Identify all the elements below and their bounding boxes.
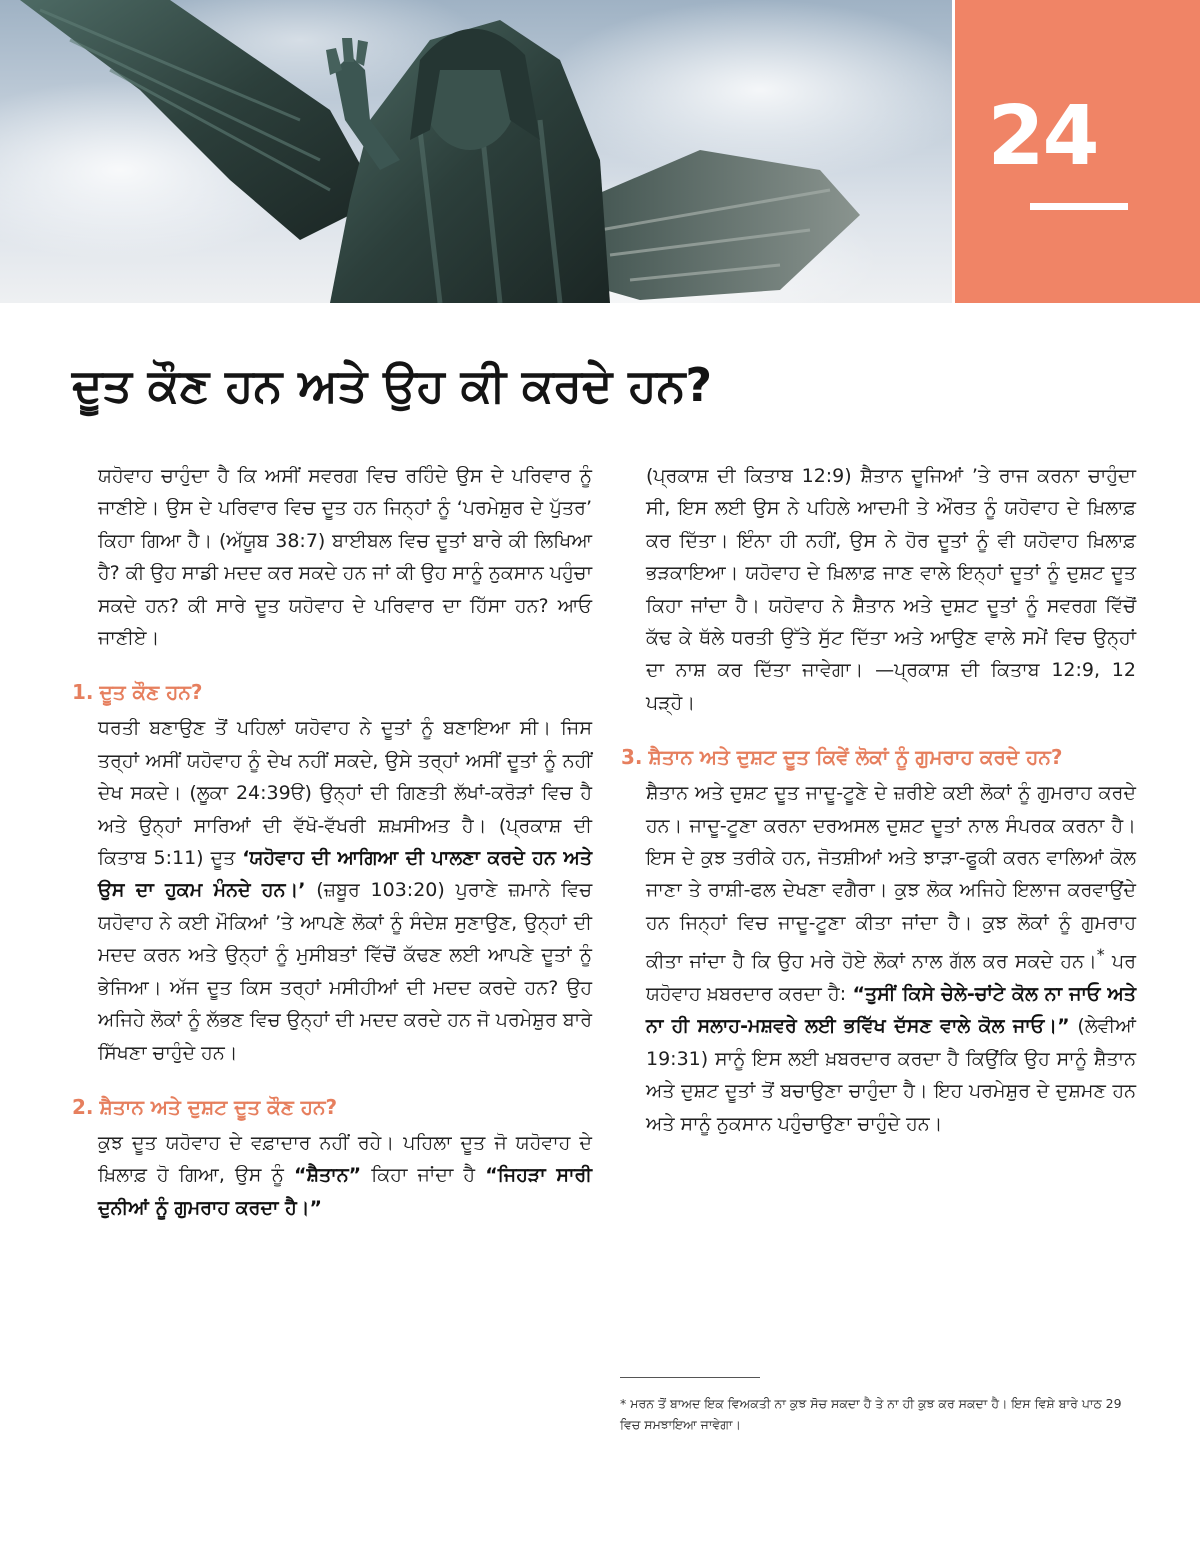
- section-3-quote: “ਤੁਸੀਂ ਕਿਸੇ ਚੇਲੇ-ਚਾਂਟੇ ਕੋਲ ਨਾ ਜਾਓ ਅਤੇ ਨਾ ਹੀ ਸਲਾਹ-ਮਸ਼ਵਰੇ ਲਈ ਭਵਿੱਖ ਦੱਸਣ ਵਾਲੇ ਕੋਲ ਜਾਓ।”: [646, 983, 1136, 1038]
- lesson-number-badge: [955, 0, 1200, 303]
- section-3-paragraph: [646, 777, 1136, 1140]
- footnote-divider: [620, 1377, 760, 1378]
- footnote-marker[interactable]: *: [1096, 945, 1105, 965]
- lesson-number: 24: [987, 89, 1098, 184]
- right-column: [621, 460, 1137, 1140]
- section-1-title: ਦੂਤ ਕੌਣ ਹਨ?: [99, 680, 203, 705]
- section-3-text-c: (ਲੇਵੀਆਂ 19:31) ਸਾਨੂੰ ਇਸ ਲਈ ਖ਼ਬਰਦਾਰ ਕਰਦਾ ਹੈ ਕਿਉਂਕਿ ਉਹ ਸਾਨੂੰ ਸ਼ੈਤਾਨ ਅਤੇ ਦੁਸ਼ਟ ਦੂਤਾਂ ਤੋਂ ਬਚਾਉਣਾ ਚਾਹੁੰਦਾ ਹੈ। ਇਹ ਪਰਮੇਸ਼ੁਰ ਦੇ ਦੁਸ਼ਮਣ ਹਨ ਅਤੇ ਸਾਨੂੰ ਨੁਕਸਾਨ ਪਹੁੰਚਾਉਣਾ ਚਾਹੁੰਦੇ ਹਨ।: [646, 1015, 1137, 1135]
- angel-statue-illustration: [0, 0, 952, 303]
- section-1-paragraph: [98, 712, 592, 1068]
- section-3-text-a: ਸ਼ੈਤਾਨ ਅਤੇ ਦੁਸ਼ਟ ਦੂਤ ਜਾਦੂ-ਟੂਣੇ ਦੇ ਜ਼ਰੀਏ ਕਈ ਲੋਕਾਂ ਨੂੰ ਗੁਮਰਾਹ ਕਰਦੇ ਹਨ। ਜਾਦੂ-ਟੂਣਾ ਕਰਨਾ ਦਰਅਸਲ ਦੁਸ਼ਟ ਦੂਤਾਂ ਨਾਲ ਸੰਪਰਕ ਕਰਨਾ ਹੈ। ਇਸ ਦੇ ਕੁਝ ਤਰੀਕੇ ਹਨ, ਜੋਤਸ਼ੀਆਂ ਅਤੇ ਝਾੜਾ-ਫੂਕੀ ਕਰਨ ਵਾਲਿਆਂ ਕੋਲ ਜਾਣਾ ਤੇ ਰਾਸ਼ੀ-ਫਲ ਦੇਖਣਾ ਵਗੈਰਾ। ਕੁਝ ਲੋਕ ਅਜਿਹੇ ਇਲਾਜ ਕਰਵਾਉਂਦੇ ਹਨ ਜਿਨ੍ਹਾਂ ਵਿਚ ਜਾਦੂ-ਟੂਣਾ ਕੀਤਾ ਜਾਂਦਾ ਹੈ। ਕੁਝ ਲੋਕਾਂ ਨੂੰ ਗੁਮਰਾਹ ਕੀਤਾ ਜਾਂਦਾ ਹੈ ਕਿ ਉਹ ਮਰੇ ਹੋਏ ਲੋਕਾਂ ਨਾਲ ਗੱਲ ਕਰ ਸਕਦੇ ਹਨ।: [646, 782, 1136, 973]
- section-2-paragraph-continued: (ਪ੍ਰਕਾਸ਼ ਦੀ ਕਿਤਾਬ 12:9) ਸ਼ੈਤਾਨ ਦੂਜਿਆਂ ’ਤੇ ਰਾਜ ਕਰਨਾ ਚਾਹੁੰਦਾ ਸੀ, ਇਸ ਲਈ ਉਸ ਨੇ ਪਹਿਲੇ ਆਦਮੀ ਤੇ ਔਰਤ ਨੂੰ ਯਹੋਵਾਹ ਦੇ ਖ਼ਿਲਾਫ਼ ਕਰ ਦਿੱਤਾ। ਇੰਨਾ ਹੀ ਨਹੀਂ, ਉਸ ਨੇ ਹੋਰ ਦੂਤਾਂ ਨੂੰ ਵੀ ਯਹੋਵਾਹ ਖ਼ਿਲਾਫ਼ ਭੜਕਾਇਆ। ਯਹੋਵਾਹ ਦੇ ਖ਼ਿਲਾਫ਼ ਜਾਣ ਵਾਲੇ ਇਨ੍ਹਾਂ ਦੂਤਾਂ ਨੂੰ ਦੁਸ਼ਟ ਦੂਤ ਕਿਹਾ ਜਾਂਦਾ ਹੈ। ਯਹੋਵਾਹ ਨੇ ਸ਼ੈਤਾਨ ਅਤੇ ਦੁਸ਼ਟ ਦੂਤਾਂ ਨੂੰ ਸਵਰਗ ਵਿੱਚੋਂ ਕੱਢ ਕੇ ਥੱਲੇ ਧਰਤੀ ਉੱਤੇ ਸੁੱਟ ਦਿੱਤਾ ਅਤੇ ਆਉਣ ਵਾਲੇ ਸਮੇਂ ਵਿਚ ਉਨ੍ਹਾਂ ਦਾ ਨਾਸ਼ ਕਰ ਦਿੱਤਾ ਜਾਵੇਗਾ। —ਪ੍ਰਕਾਸ਼ ਦੀ ਕਿਤਾਬ 12:9, 12 ਪੜ੍ਹੋ।: [646, 465, 1136, 714]
- hero-image: [0, 0, 952, 303]
- section-2-number: 2.: [72, 1094, 94, 1119]
- section-2-quote-deceiver: “ਜਿਹੜਾ ਸਾਰੀ ਦੁਨੀਆਂ ਨੂੰ ਗੁਮਰਾਹ ਕਰਦਾ ਹੈ।”: [98, 1164, 592, 1219]
- section-3-title: ਸ਼ੈਤਾਨ ਅਤੇ ਦੁਸ਼ਟ ਦੂਤ ਕਿਵੇਂ ਲੋਕਾਂ ਨੂੰ ਗੁਮਰਾਹ ਕਰਦੇ ਹਨ?: [648, 745, 1063, 770]
- section-1-heading: [72, 676, 592, 708]
- section-1-text-b: (ਜ਼ਬੂਰ 103:20) ਪੁਰਾਣੇ ਜ਼ਮਾਨੇ ਵਿਚ ਯਹੋਵਾਹ ਨੇ ਕਈ ਮੌਕਿਆਂ ’ਤੇ ਆਪਣੇ ਲੋਕਾਂ ਨੂੰ ਸੰਦੇਸ਼ ਸੁਣਾਉਣ, ਉਨ੍ਹਾਂ ਦੀ ਮਦਦ ਕਰਨ ਅਤੇ ਉਨ੍ਹਾਂ ਨੂੰ ਮੁਸੀਬਤਾਂ ਵਿੱਚੋਂ ਕੱਢਣ ਲਈ ਆਪਣੇ ਦੂਤਾਂ ਨੂੰ ਭੇਜਿਆ। ਅੱਜ ਦੂਤ ਕਿਸ ਤਰ੍ਹਾਂ ਮਸੀਹੀਆਂ ਦੀ ਮਦਦ ਕਰਦੇ ਹਨ? ਉਹ ਅਜਿਹੇ ਲੋਕਾਂ ਨੂੰ ਲੱਭਣ ਵਿਚ ਉਨ੍ਹਾਂ ਦੀ ਮਦਦ ਕਰਦੇ ਹਨ ਜੋ ਪਰਮੇਸ਼ੁਰ ਬਾਰੇ ਸਿੱਖਣਾ ਚਾਹੁੰਦੇ ਹਨ।: [98, 879, 593, 1064]
- section-1-number: 1.: [72, 680, 94, 705]
- section-2-quote-satan: “ਸ਼ੈਤਾਨ”: [293, 1164, 362, 1187]
- section-2-text-a: ਕੁਝ ਦੂਤ ਯਹੋਵਾਹ ਦੇ ਵਫ਼ਾਦਾਰ ਨਹੀਂ ਰਹੇ। ਪਹਿਲਾ ਦੂਤ ਜੋ ਯਹੋਵਾਹ ਦੇ ਖ਼ਿਲਾਫ਼ ਹੋ ਗਿਆ, ਉਸ ਨੂੰ: [98, 1131, 592, 1187]
- intro-paragraph: ਯਹੋਵਾਹ ਚਾਹੁੰਦਾ ਹੈ ਕਿ ਅਸੀਂ ਸਵਰਗ ਵਿਚ ਰਹਿੰਦੇ ਉਸ ਦੇ ਪਰਿਵਾਰ ਨੂੰ ਜਾਣੀਏ। ਉਸ ਦੇ ਪਰਿਵਾਰ ਵਿਚ ਦੂਤ ਹਨ ਜਿਨ੍ਹਾਂ ਨੂੰ ‘ਪਰਮੇਸ਼ੁਰ ਦੇ ਪੁੱਤਰ’ ਕਿਹਾ ਗਿਆ ਹੈ। (ਅੱਯੂਬ 38:7) ਬਾਈਬਲ ਵਿਚ ਦੂਤਾਂ ਬਾਰੇ ਕੀ ਲਿਖਿਆ ਹੈ? ਕੀ ਉਹ ਸਾਡੀ ਮਦਦ ਕਰ ਸਕਦੇ ਹਨ ਜਾਂ ਕੀ ਉਹ ਸਾਨੂੰ ਨੁਕਸਾਨ ਪਹੁੰਚਾ ਸਕਦੇ ਹਨ? ਕੀ ਸਾਰੇ ਦੂਤ ਯਹੋਵਾਹ ਦੇ ਪਰਿਵਾਰ ਦਾ ਹਿੱਸਾ ਹਨ? ਆਓ ਜਾਣੀਏ।: [98, 465, 592, 650]
- page-title: ਦੂਤ ਕੌਣ ਹਨ ਅਤੇ ਉਹ ਕੀ ਕਰਦੇ ਹਨ?: [72, 358, 713, 412]
- section-2-paragraph: [98, 1127, 592, 1224]
- section-3-heading: [621, 741, 1136, 773]
- left-column: [72, 460, 593, 1224]
- badge-underline: [1030, 203, 1128, 210]
- section-3-number: 3.: [621, 745, 643, 770]
- section-2-heading: [72, 1091, 592, 1123]
- footnote: * ਮਰਨ ਤੋਂ ਬਾਅਦ ਇਕ ਵਿਅਕਤੀ ਨਾ ਕੁਝ ਸੋਚ ਸਕਦਾ ਹੈ ਤੇ ਨਾ ਹੀ ਕੁਝ ਕਰ ਸਕਦਾ ਹੈ। ਇਸ ਵਿਸ਼ੇ ਬਾਰੇ ਪਾਠ 29 ਵਿਚ ਸਮਝਾਇਆ ਜਾਵੇਗਾ।: [620, 1396, 1122, 1432]
- section-3-text-b: ਪਰ ਯਹੋਵਾਹ ਖ਼ਬਰਦਾਰ ਕਰਦਾ ਹੈ:: [646, 950, 1136, 1006]
- section-2-title: ਸ਼ੈਤਾਨ ਅਤੇ ਦੁਸ਼ਟ ਦੂਤ ਕੌਣ ਹਨ?: [99, 1094, 338, 1119]
- section-2-text-b: ਕਿਹਾ ਜਾਂਦਾ ਹੈ: [361, 1164, 486, 1187]
- section-1-quote: ‘ਯਹੋਵਾਹ ਦੀ ਆਗਿਆ ਦੀ ਪਾਲਣਾ ਕਰਦੇ ਹਨ ਅਤੇ ਉਸ ਦਾ ਹੁਕਮ ਮੰਨਦੇ ਹਨ।’: [98, 847, 592, 902]
- section-1-text-a: ਧਰਤੀ ਬਣਾਉਣ ਤੋਂ ਪਹਿਲਾਂ ਯਹੋਵਾਹ ਨੇ ਦੂਤਾਂ ਨੂੰ ਬਣਾਇਆ ਸੀ। ਜਿਸ ਤਰ੍ਹਾਂ ਅਸੀਂ ਯਹੋਵਾਹ ਨੂੰ ਦੇਖ ਨਹੀਂ ਸਕਦੇ, ਉਸੇ ਤਰ੍ਹਾਂ ਅਸੀਂ ਦੂਤਾਂ ਨੂੰ ਨਹੀਂ ਦੇਖ ਸਕਦੇ। (ਲੂਕਾ 24:39ੳ) ਉਨ੍ਹਾਂ ਦੀ ਗਿਣਤੀ ਲੱਖਾਂ-ਕਰੋੜਾਂ ਵਿਚ ਹੈ ਅਤੇ ਉਨ੍ਹਾਂ ਸਾਰਿਆਂ ਦੀ ਵੱਖੋ-ਵੱਖਰੀ ਸ਼ਖ਼ਸੀਅਤ ਹੈ। (ਪ੍ਰਕਾਸ਼ ਦੀ ਕਿਤਾਬ 5:11) ਦੂਤ: [98, 717, 592, 870]
